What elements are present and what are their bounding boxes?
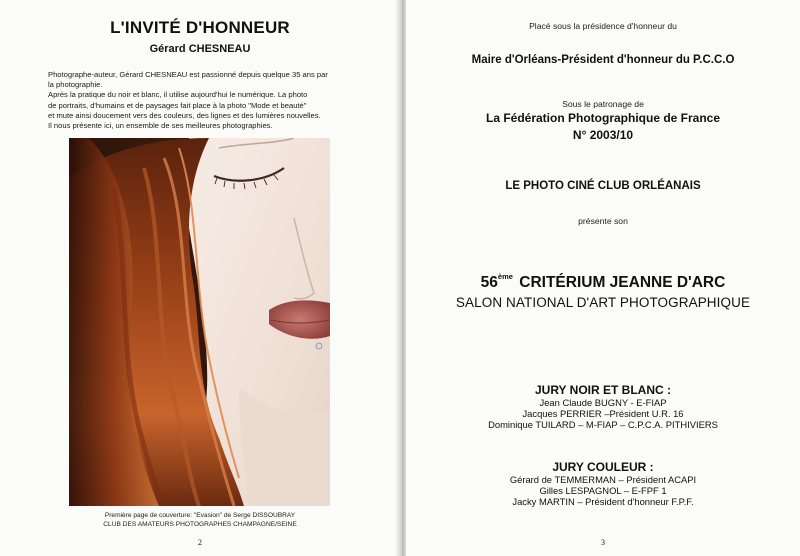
presente-line: présente son [578,216,628,226]
caption-line-1: Première page de couverture: "Evasion" de Serge DISSOUBRAY [104,512,296,519]
jury-nb-section [406,383,800,430]
photo-caption [40,511,360,529]
caption-line-2: CLUB DES AMATEURS PHOTOGRAPHES CHAMPAGNE/SEINE [103,521,297,528]
guest-name: Gérard CHESNEAU [149,43,251,55]
jury-member: Jacky MARTIN – Président d'honneur F.P.F. [512,496,694,507]
bio-line: de portraits, d'humains et de paysages fait place à la photo "Mode et beauté" [48,100,307,110]
jury-member: Jacques PERRIER –Président U.R. 16 [522,408,684,419]
bio-line: Photographe-auteur, Gérard CHESNEAU est passionné depuis quelque 35 ans par [48,70,328,79]
page-title: L'INVITÉ D'HONNEUR [110,18,290,37]
page-number-right: 3 [601,538,605,547]
jury-member: Gérard de TEMMERMAN – Président ACAPI [509,474,697,485]
bio-line: Après la pratique du noir et blanc, il utilise aujourd'hui le numérique. La photo [48,90,308,100]
presidence-line: Placé sous la présidence d'honneur du [529,21,677,31]
federation-number: N° 2003/10 [572,128,634,142]
guest-bio [48,70,360,131]
jury-nb-title: JURY NOIR ET BLANC : [534,383,671,397]
bio-line: Il nous présente ici, un ensemble de ses meilleures photographies. [48,121,273,131]
jury-member: Dominique TUILARD – M-FIAP – C.P.C.A. PITHIVIERS [488,419,718,430]
federation-line: La Fédération Photographique de France [485,111,721,125]
criterium-name: CRITÉRIUM JEANNE D'ARC [519,274,726,291]
right-page [406,0,800,556]
criterium-title [406,272,800,292]
jury-member: Jean Claude BUGNY - E-FIAP [539,397,667,408]
jury-couleur-title: JURY COULEUR : [552,460,654,474]
jury-member: Gilles LESPAGNOL – E-FPF 1 [539,485,667,496]
criterium-ordinal: ème [497,272,513,281]
patronage-line: Sous le patronage de [562,99,644,109]
criterium-number: 56 [480,274,498,291]
page-number-left: 2 [198,538,202,547]
salon-title: SALON NATIONAL D'ART PHOTOGRAPHIQUE [455,295,751,310]
maire-line: Maire d'Orléans-Président d'honneur du P.C.C.O [471,54,735,66]
club-name: LE PHOTO CINÉ CLUB ORLÉANAIS [505,180,701,192]
bio-line: et mute ainsi doucement vers des couleurs, des lignes et des lumières nouvelles. [48,110,321,120]
jury-couleur-section [406,460,800,507]
bio-line: la photographie. [48,80,103,90]
portrait-photo [69,138,330,506]
